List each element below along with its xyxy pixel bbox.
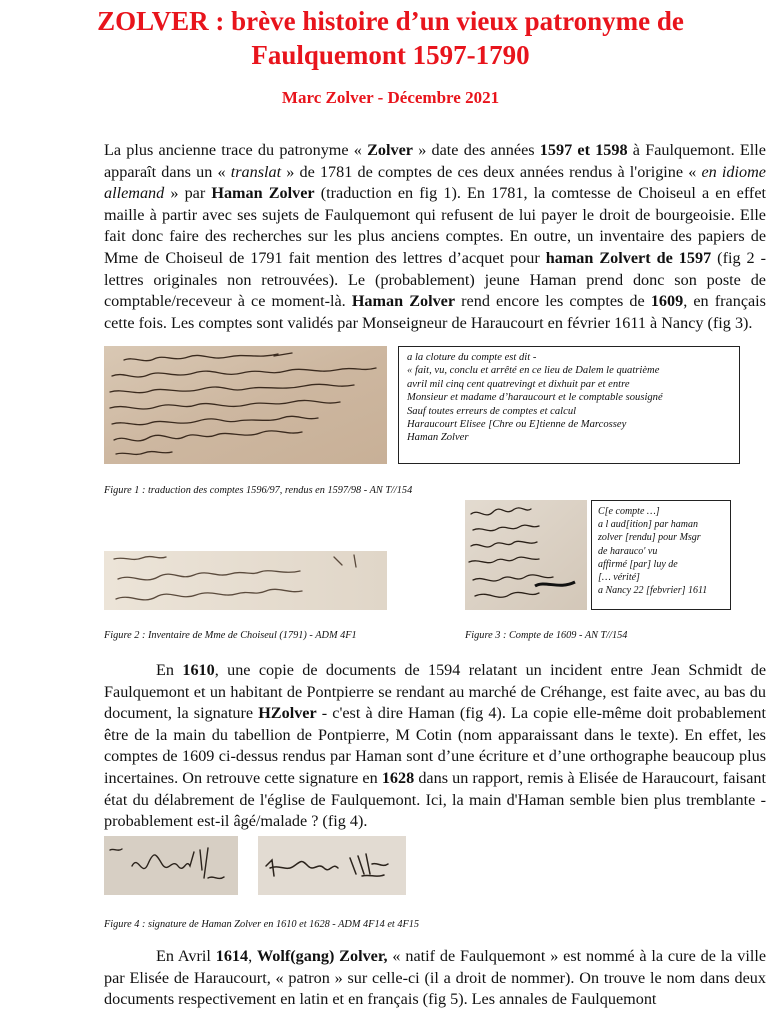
author-date: Marc Zolver - Décembre 2021: [281, 88, 500, 107]
paragraph-3: En Avril 1614, Wolf(gang) Zolver, « natif de Faulquemont » est nommé à la cure de la ville par Elisée de Haraucourt, « patron » sur celle-ci (il a droit de nommer). On trouve le nom dans deux documents respectivement en latin et en français (fig 5). Les annales de Faulquemont: [104, 947, 767, 1009]
figure-2-manuscript-image: [104, 551, 387, 610]
figure-4-signature-1628: [258, 836, 406, 895]
paragraph-1: La plus ancienne trace du patronyme « Zolver » date des années 1597 et 1598 à Faulquemont. Elle apparaît dans un « translat » de 1781 de comptes de ces deux années rendus à l'origine « en idiome allemand » par Haman Zolver (traduction en fig 1). En 1781, la comtesse de Choiseul a en effet maille à partir avec ses sujets de Faulquemont qui refusent de lui payer le droit de bourgeoisie. Elle fait donc faire des recherches sur les plus anciens comptes. En outre, un inventaire des papiers de Mme de Choiseul de 1791 fait mention des lettres d’acquet pour haman Zolvert de 1597 (fig 2 - lettres originales non retrouvées). Le (probablement) jeune Haman prend donc son poste de comptable/receveur à ce moment-là. Haman Zolver rend encore les comptes de 1609, en français cette fois. Les comptes sont validés par Monseigneur de Haraucourt en février 1611 à Nancy (fig 3).: [104, 141, 767, 332]
figure-3-transcription: C[e compte …] a l aud[ition] par haman zolver [rendu] pour Msgr de harauco' vu affirmé [par] luy de [… vérité] a Nancy 22 [febvrier] 1611: [591, 500, 731, 610]
figure-2-caption: Figure 2 : Inventaire de Mme de Choiseul (1791) - ADM 4F1: [104, 630, 357, 641]
figure-4-caption: Figure 4 : signature de Haman Zolver en 1610 et 1628 - ADM 4F14 et 4F15: [104, 919, 420, 930]
figure-1-caption: Figure 1 : traduction des comptes 1596/97, rendus en 1597/98 - AN T//154: [104, 485, 413, 496]
paragraph-2: En 1610, une copie de documents de 1594 relatant un incident entre Jean Schmidt de Faulquemont et un habitant de Pontpierre se rendant au marché de Créhange, est faite avec, au bas du document, la signature HZolver - c'est à dire Haman (fig 4). La copie elle-même doit probablement être de la main du tabellion de Pontpierre, M Cotin (nom apparaissant dans le texte). En effet, les comptes de 1609 ci-dessus rendus par Haman sont d’une écriture et d’une orthographe beaucoup plus incertaines. On retrouve cette signature en 1628 dans un rapport, remis à Elisée de Haraucourt, faisant état du délabrement de l'église de Faulquemont. Ici, la main d'Haman semble bien plus tremblante - probablement est-il âgé/malade ? (fig 4).: [104, 661, 766, 831]
figure-4-signature-1610: [104, 836, 238, 895]
figure-3-caption: Figure 3 : Compte de 1609 - AN T//154: [465, 630, 628, 641]
figure-3-manuscript-image: [465, 500, 587, 610]
figure-1-manuscript-image: [104, 346, 387, 464]
figure-1-transcription: a la cloture du compte est dit - « fait, vu, conclu et arrêté en ce lieu de Dalem le quatrième avril mil cinq cent quatrevingt et dixhuit par et entre Monsieur et madame d’haraucourt et le comptable sousigné Sauf toutes erreurs de comptes et calcul Haraucourt Elisee [Chre ou E]tienne de Marcossey Haman Zolver: [398, 346, 740, 464]
document-title: [0, 4, 781, 72]
title-line-1: ZOLVER : brève histoire d’un vieux patronyme de: [97, 6, 684, 36]
title-line-2: Faulquemont 1597-1790: [251, 40, 530, 70]
